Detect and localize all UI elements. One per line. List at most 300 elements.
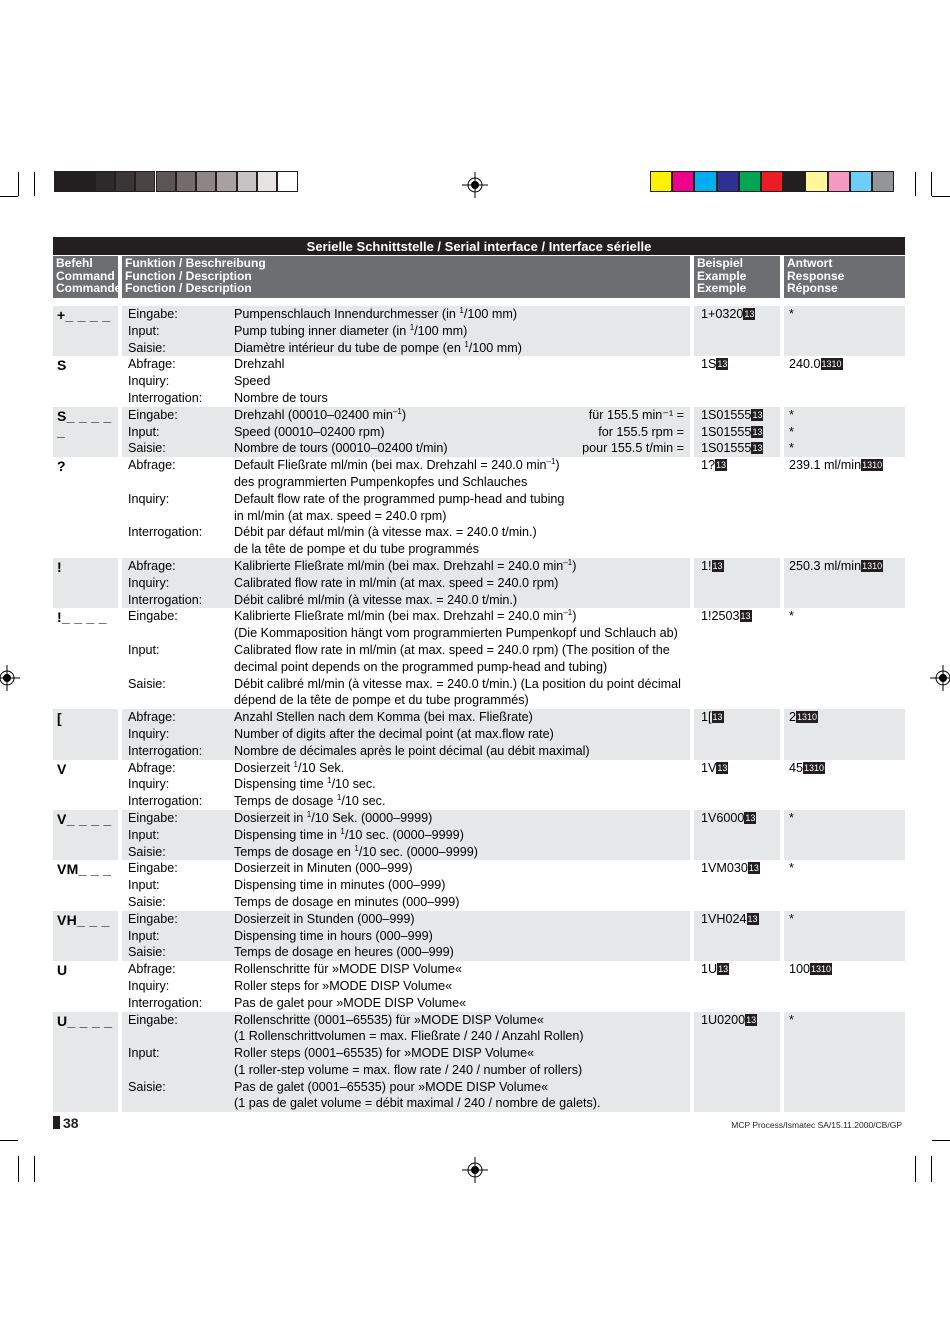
color-swatch bbox=[237, 171, 257, 192]
function-description bbox=[234, 760, 344, 777]
carriage-return-icon: 1310 bbox=[862, 460, 883, 471]
response-text: * bbox=[789, 911, 794, 926]
function-label: Interrogation: bbox=[128, 525, 203, 540]
color-swatch bbox=[176, 171, 196, 192]
function-description bbox=[234, 1079, 548, 1096]
function-cell bbox=[122, 306, 690, 356]
response-line bbox=[784, 407, 905, 424]
function-text: Pas de galet pour »MODE DISP Volume« bbox=[234, 995, 467, 1010]
example-cell bbox=[694, 558, 780, 608]
superscript: –1 bbox=[563, 608, 573, 618]
function-text: Speed (00010–02400 rpm) bbox=[234, 424, 385, 439]
command-cell: S_ _ _ _ _ bbox=[53, 407, 118, 457]
response-line bbox=[784, 306, 905, 323]
function-text: Débit par défaut ml/min (à vitesse max. = 240.0 t/min.) bbox=[234, 525, 537, 540]
function-label: Eingabe: bbox=[128, 810, 178, 825]
function-text: de la tête de pompe et du tube programmés bbox=[234, 542, 480, 557]
response-cell bbox=[784, 1012, 905, 1113]
function-text: in ml/min (at max. speed = 240.0 rpm) bbox=[234, 508, 447, 523]
function-text: Rollenschritte (0001–65535) für »MODE DISP Volume« bbox=[234, 1012, 544, 1027]
function-description bbox=[234, 424, 385, 441]
example-cell bbox=[694, 709, 780, 759]
function-description bbox=[234, 860, 413, 877]
response-line bbox=[784, 424, 905, 441]
response-text: * bbox=[789, 861, 794, 876]
function-line bbox=[122, 440, 690, 457]
response-cell bbox=[784, 860, 905, 910]
carriage-return-icon: 13 bbox=[744, 309, 755, 319]
function-label: Abfrage: bbox=[128, 962, 176, 977]
function-description bbox=[234, 810, 432, 827]
header-function bbox=[122, 256, 690, 298]
example-line bbox=[694, 1012, 780, 1029]
response-line bbox=[784, 440, 905, 457]
function-text: Number of digits after the decimal point (at max.flow rate) bbox=[234, 726, 554, 741]
function-text: Drehzahl (00010–02400 min bbox=[234, 407, 393, 422]
function-label: Input: bbox=[128, 642, 160, 657]
function-cell bbox=[122, 356, 690, 406]
color-swatch bbox=[850, 171, 872, 192]
color-swatch bbox=[717, 171, 739, 192]
function-description bbox=[234, 726, 554, 743]
function-line bbox=[122, 625, 690, 642]
color-swatch bbox=[739, 171, 761, 192]
header-response bbox=[784, 256, 905, 298]
function-label: Saisie: bbox=[128, 1079, 166, 1094]
function-label: Saisie: bbox=[128, 844, 166, 859]
function-text: Pumpenschlauch Innendurchmesser (in bbox=[234, 307, 460, 321]
function-label: Abfrage: bbox=[128, 760, 176, 775]
function-description bbox=[234, 692, 529, 709]
function-text: Dosierzeit bbox=[234, 760, 294, 775]
function-line bbox=[122, 1079, 690, 1096]
function-label: Abfrage: bbox=[128, 558, 176, 573]
carriage-return-icon: 13 bbox=[717, 762, 728, 773]
function-line bbox=[122, 877, 690, 894]
header-function-de: Funktion / Beschreibung bbox=[125, 256, 266, 270]
function-line bbox=[122, 356, 690, 373]
example-cell bbox=[694, 457, 780, 558]
example-text: 1VM030 bbox=[701, 861, 748, 876]
function-text: Dosierzeit in Stunden (000–999) bbox=[234, 911, 415, 926]
function-line bbox=[122, 1028, 690, 1045]
function-line bbox=[122, 642, 690, 659]
response-text: * bbox=[789, 441, 794, 456]
header-command-en: Command bbox=[56, 268, 115, 283]
function-description bbox=[234, 1028, 584, 1045]
crop-mark bbox=[915, 1156, 916, 1182]
example-line bbox=[694, 440, 780, 457]
example-cell bbox=[694, 356, 780, 406]
registration-target-icon bbox=[462, 172, 488, 198]
header-example-de: Beispiel bbox=[697, 256, 744, 270]
example-cell bbox=[694, 407, 780, 457]
table-row bbox=[53, 810, 905, 860]
header-example-en: Example bbox=[697, 268, 747, 283]
color-swatch bbox=[115, 171, 135, 192]
function-label: Interrogation: bbox=[128, 592, 203, 607]
function-example-value: for 155.5 rpm = bbox=[598, 424, 684, 439]
example-line bbox=[694, 558, 780, 575]
function-text: (1 pas de galet volume = débit maximal / 240 / nombre de galets). bbox=[234, 1096, 601, 1111]
superscript: 1 bbox=[327, 776, 332, 786]
function-text-suffix: /10 sec. (0000–9999) bbox=[358, 844, 478, 859]
color-swatch bbox=[135, 171, 155, 192]
function-line bbox=[122, 1095, 690, 1112]
response-text: 45 bbox=[789, 760, 804, 775]
response-line bbox=[784, 1012, 905, 1029]
example-text: 1+0320 bbox=[701, 307, 744, 321]
table-row bbox=[53, 1012, 905, 1113]
function-label: Interrogation: bbox=[128, 794, 203, 809]
function-label: Abfrage: bbox=[128, 710, 176, 725]
function-text: decimal point depends on the programmed pump-head and tubing) bbox=[234, 659, 608, 674]
example-cell bbox=[694, 860, 780, 910]
response-cell bbox=[784, 911, 905, 961]
command-cell: S bbox=[57, 357, 67, 374]
function-label: Input: bbox=[128, 928, 160, 943]
function-label: Interrogation: bbox=[128, 390, 203, 405]
header-example bbox=[694, 256, 780, 298]
function-description bbox=[234, 440, 448, 457]
function-description bbox=[234, 407, 406, 424]
function-description bbox=[234, 743, 590, 760]
response-text: * bbox=[789, 810, 794, 825]
function-label: Eingabe: bbox=[128, 861, 178, 876]
example-text: 1[ bbox=[701, 710, 712, 725]
function-line bbox=[122, 978, 690, 995]
function-description bbox=[234, 894, 459, 911]
function-text: Temps de dosage bbox=[234, 794, 337, 809]
example-line bbox=[694, 760, 780, 777]
superscript: 1 bbox=[459, 306, 464, 315]
function-description bbox=[234, 793, 385, 810]
table-row bbox=[53, 760, 905, 810]
registration-target-icon bbox=[462, 1157, 488, 1183]
response-cell bbox=[784, 760, 905, 810]
function-line bbox=[122, 592, 690, 609]
crop-mark bbox=[18, 1156, 19, 1182]
function-label: Eingabe: bbox=[128, 609, 178, 624]
superscript: 1 bbox=[306, 809, 312, 819]
function-text: des programmierten Pumpenkopfes und Schlauches bbox=[234, 474, 528, 489]
example-text: 1S01555 bbox=[701, 424, 752, 439]
header-function-en: Function / Description bbox=[125, 268, 252, 283]
function-line bbox=[122, 995, 690, 1012]
function-label: Saisie: bbox=[128, 676, 166, 691]
example-line bbox=[694, 457, 780, 474]
function-line bbox=[122, 961, 690, 978]
function-text: Drehzahl bbox=[234, 357, 285, 372]
carriage-return-icon: 13 bbox=[748, 863, 759, 874]
response-line bbox=[784, 810, 905, 827]
function-description bbox=[234, 608, 576, 625]
example-line bbox=[694, 911, 780, 928]
command-cell: ! bbox=[53, 558, 118, 608]
serial-interface-table bbox=[53, 237, 905, 1112]
example-line bbox=[694, 810, 780, 827]
response-text: 240.0 bbox=[789, 357, 821, 372]
example-text: 1V6000 bbox=[701, 810, 745, 825]
response-cell bbox=[784, 810, 905, 860]
function-line bbox=[122, 558, 690, 575]
header-command bbox=[53, 256, 122, 298]
function-text: Pump tubing inner diameter (in bbox=[234, 323, 410, 338]
command-cell: [ bbox=[53, 709, 118, 759]
header-response-en: Response bbox=[787, 268, 845, 283]
command-cell: U_ _ _ _ bbox=[53, 1012, 118, 1113]
function-text-suffix: ) bbox=[572, 558, 577, 573]
color-swatch bbox=[805, 171, 827, 192]
function-line bbox=[122, 407, 690, 424]
function-text-suffix: /100 mm) bbox=[414, 323, 468, 338]
color-swatch bbox=[694, 171, 716, 192]
function-text: Dispensing time in minutes (000–999) bbox=[234, 878, 446, 893]
response-cell bbox=[784, 709, 905, 759]
function-line bbox=[122, 306, 690, 323]
function-label: Inquiry: bbox=[128, 726, 170, 741]
page-marker-icon bbox=[53, 1116, 60, 1129]
function-description bbox=[234, 306, 517, 323]
function-text-suffix: /10 sec. (0000–9999) bbox=[344, 827, 464, 842]
example-line bbox=[694, 961, 780, 978]
carriage-return-icon: 1310 bbox=[804, 762, 825, 773]
function-label: Inquiry: bbox=[128, 575, 170, 590]
function-line bbox=[122, 911, 690, 928]
function-line bbox=[122, 793, 690, 810]
example-text: 1S01555 bbox=[701, 441, 752, 456]
command-cell: +_ _ _ _ bbox=[53, 306, 118, 356]
color-swatch bbox=[783, 171, 805, 192]
example-cell bbox=[694, 1012, 780, 1113]
color-swatch bbox=[277, 171, 297, 192]
function-text: Roller steps for »MODE DISP Volume« bbox=[234, 978, 453, 993]
function-cell bbox=[122, 407, 690, 457]
function-text-suffix: /10 Sek. (0000–9999) bbox=[311, 810, 433, 825]
carriage-return-icon: 13 bbox=[745, 812, 756, 823]
example-text: 1? bbox=[701, 458, 716, 473]
function-description bbox=[234, 390, 328, 407]
function-line bbox=[122, 474, 690, 491]
crop-mark bbox=[932, 1140, 950, 1141]
color-swatch bbox=[156, 171, 176, 192]
table-header bbox=[53, 256, 905, 298]
table-title: Serielle Schnittstelle / Serial interface / Interface sérielle bbox=[53, 237, 905, 255]
table-row bbox=[53, 457, 905, 558]
example-cell bbox=[694, 306, 780, 356]
function-label: Interrogation: bbox=[128, 743, 203, 758]
function-label: Input: bbox=[128, 424, 160, 439]
response-line bbox=[784, 558, 905, 575]
response-cell bbox=[784, 608, 905, 709]
function-description bbox=[234, 541, 479, 558]
function-line bbox=[122, 608, 690, 625]
function-cell bbox=[122, 709, 690, 759]
function-cell bbox=[122, 860, 690, 910]
function-text: Dispensing time in hours (000–999) bbox=[234, 928, 433, 943]
function-text: Calibrated flow rate in ml/min (at max. speed = 240.0 rpm) bbox=[234, 575, 559, 590]
function-line bbox=[122, 524, 690, 541]
function-line bbox=[122, 508, 690, 525]
example-text: 1! bbox=[701, 558, 712, 573]
function-description bbox=[234, 642, 670, 659]
function-text: Débit calibré ml/min (à vitesse max. = 240.0 t/min.) bbox=[234, 592, 518, 607]
function-description bbox=[234, 1045, 534, 1062]
function-description bbox=[234, 1062, 582, 1079]
function-line bbox=[122, 776, 690, 793]
crop-mark bbox=[34, 172, 35, 196]
color-swatch bbox=[196, 171, 216, 192]
function-text-suffix: /100 mm) bbox=[468, 340, 522, 355]
response-text: * bbox=[789, 424, 794, 439]
example-cell bbox=[694, 760, 780, 810]
table-row bbox=[53, 306, 905, 356]
command-cell: !_ _ _ _ bbox=[57, 609, 107, 626]
function-text: Débit calibré ml/min (à vitesse max. = 240.0 t/min.) (La position du point décimal bbox=[234, 676, 681, 691]
function-label: Saisie: bbox=[128, 945, 166, 960]
command-cell: U bbox=[57, 962, 68, 979]
function-label: Inquiry: bbox=[128, 978, 170, 993]
function-label: Inquiry: bbox=[128, 491, 170, 506]
header-response-de: Antwort bbox=[787, 256, 833, 270]
color-swatch bbox=[761, 171, 783, 192]
function-description bbox=[234, 676, 681, 693]
function-description bbox=[234, 474, 527, 491]
superscript: 1 bbox=[293, 759, 298, 769]
carriage-return-icon: 13 bbox=[740, 611, 751, 622]
function-label: Saisie: bbox=[128, 441, 166, 456]
example-line bbox=[694, 709, 780, 726]
function-description bbox=[234, 323, 467, 340]
example-line bbox=[694, 860, 780, 877]
response-text: * bbox=[789, 307, 794, 321]
function-description bbox=[234, 1095, 600, 1112]
command-cell: ? bbox=[57, 458, 66, 475]
function-description bbox=[234, 457, 560, 474]
carriage-return-icon: 1310 bbox=[862, 560, 883, 571]
example-line bbox=[694, 608, 780, 625]
example-cell bbox=[694, 961, 780, 1011]
function-line bbox=[122, 1012, 690, 1029]
function-text: Temps de dosage en bbox=[234, 844, 355, 859]
function-label: Input: bbox=[128, 878, 160, 893]
example-text: 1S01555 bbox=[701, 407, 752, 422]
function-text: Speed bbox=[234, 374, 271, 389]
function-label: Saisie: bbox=[128, 894, 166, 909]
color-swatch bbox=[828, 171, 850, 192]
function-text: Dosierzeit in Minuten (000–999) bbox=[234, 861, 413, 876]
example-text: 1V bbox=[701, 760, 717, 775]
function-example-value: für 155.5 min⁻¹ = bbox=[588, 407, 684, 422]
function-description bbox=[234, 524, 537, 541]
function-label: Interrogation: bbox=[128, 995, 203, 1010]
function-label: Inquiry: bbox=[128, 777, 170, 792]
function-text: Dosierzeit in bbox=[234, 810, 307, 825]
carriage-return-icon: 13 bbox=[712, 560, 723, 571]
color-swatch bbox=[672, 171, 694, 192]
function-line bbox=[122, 860, 690, 877]
function-description bbox=[234, 625, 678, 642]
function-description bbox=[234, 508, 446, 525]
example-text: 1VH024 bbox=[701, 911, 747, 926]
function-description bbox=[234, 356, 284, 373]
function-description bbox=[234, 844, 478, 861]
function-description bbox=[234, 978, 452, 995]
color-swatch bbox=[74, 171, 94, 192]
function-line bbox=[122, 457, 690, 474]
function-text-suffix: ) bbox=[401, 407, 407, 422]
crop-mark bbox=[34, 1156, 35, 1182]
carriage-return-icon: 13 bbox=[752, 426, 763, 437]
color-swatch bbox=[95, 171, 115, 192]
color-swatch bbox=[257, 171, 277, 192]
table-row bbox=[53, 558, 905, 608]
crop-mark bbox=[931, 172, 932, 196]
response-line bbox=[784, 457, 905, 474]
superscript: 1 bbox=[464, 339, 469, 349]
function-description bbox=[234, 558, 576, 575]
example-text: 1!2503 bbox=[701, 609, 740, 624]
function-cell bbox=[122, 760, 690, 810]
command-cell: VM_ _ _ bbox=[57, 861, 112, 878]
table-row bbox=[53, 356, 905, 406]
carriage-return-icon: 13 bbox=[752, 443, 763, 454]
header-command-de: Befehl bbox=[56, 256, 93, 270]
function-line bbox=[122, 340, 690, 357]
function-label: Abfrage: bbox=[128, 458, 176, 473]
example-line bbox=[694, 407, 780, 424]
function-description bbox=[234, 961, 462, 978]
carriage-return-icon: 13 bbox=[747, 913, 758, 924]
function-line bbox=[122, 726, 690, 743]
crop-mark bbox=[0, 196, 18, 197]
function-line bbox=[122, 810, 690, 827]
superscript: –1 bbox=[392, 406, 402, 416]
function-label: Eingabe: bbox=[128, 1012, 178, 1027]
function-label: Eingabe: bbox=[128, 911, 178, 926]
header-function-fr: Fonction / Description bbox=[125, 281, 252, 296]
function-text-suffix: ) bbox=[572, 609, 577, 624]
crop-mark bbox=[915, 172, 916, 196]
response-cell bbox=[784, 961, 905, 1011]
function-text: Temps de dosage en heures (000–999) bbox=[234, 945, 454, 960]
response-cell bbox=[784, 306, 905, 356]
function-description bbox=[234, 944, 454, 961]
function-line bbox=[122, 1062, 690, 1079]
response-cell bbox=[784, 558, 905, 608]
command-cell: V_ _ _ _ bbox=[53, 810, 118, 860]
footer-credit: MCP Process/Ismatec SA/15.11.2000/CB/GP bbox=[731, 1120, 902, 1130]
function-text: Nombre de tours (00010–02400 t/min) bbox=[234, 441, 448, 456]
function-label: Inquiry: bbox=[128, 374, 170, 389]
header-command-fr: Commande bbox=[56, 281, 122, 296]
table-body bbox=[53, 306, 905, 1112]
crop-mark bbox=[931, 1156, 932, 1182]
response-text: 100 bbox=[789, 962, 811, 977]
function-text: Default flow rate of the programmed pump-head and tubing bbox=[234, 491, 565, 506]
function-description bbox=[234, 575, 558, 592]
function-label: Input: bbox=[128, 827, 160, 842]
function-cell bbox=[122, 961, 690, 1011]
function-line bbox=[122, 944, 690, 961]
superscript: 1 bbox=[409, 322, 415, 332]
function-text: Roller steps (0001–65535) for »MODE DISP Volume« bbox=[234, 1046, 535, 1061]
function-text: (1 Rollenschrittvolumen = max. Fließrate / 240 / Anzahl Rollen) bbox=[234, 1029, 584, 1044]
table-row bbox=[53, 709, 905, 759]
function-label: Eingabe: bbox=[128, 307, 178, 321]
function-line bbox=[122, 709, 690, 726]
response-line bbox=[784, 608, 905, 625]
